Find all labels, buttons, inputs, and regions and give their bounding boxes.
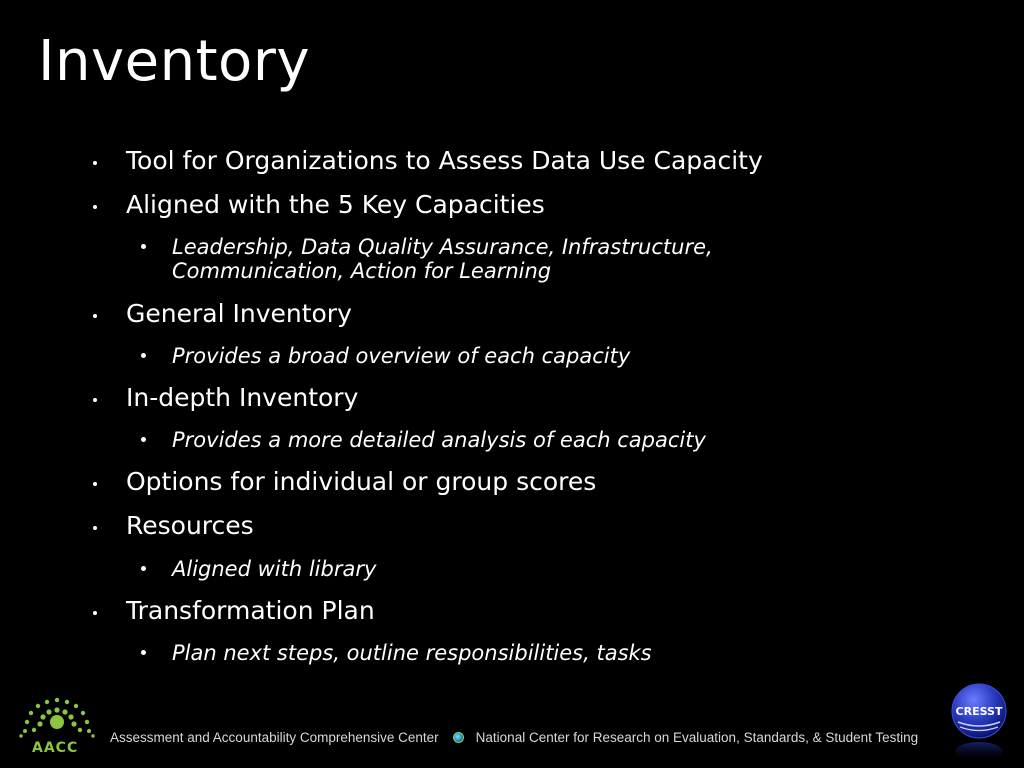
bullet-item: Resources [126, 511, 254, 540]
sub-bullet-marker [141, 244, 146, 249]
bullet-marker [93, 482, 97, 486]
bullet-item: Options for individual or group scores [126, 467, 597, 496]
bullet-item: Aligned with the 5 Key Capacities [126, 190, 545, 219]
cresst-logo-icon [950, 682, 1010, 766]
bullet-item: Transformation Plan [126, 596, 375, 625]
sub-bullet-item: Leadership, Data Quality Assurance, Infrastructure, [172, 235, 713, 259]
bullet-marker [93, 161, 97, 165]
aacc-name: Assessment and Accountability Comprehensive Center [110, 730, 439, 745]
sub-bullet-item: Provides a more detailed analysis of each capacity [172, 428, 706, 452]
sub-bullet-item: Aligned with library [172, 557, 377, 581]
bullet-marker [93, 398, 97, 402]
bullet-item: In-depth Inventory [126, 383, 359, 412]
sub-bullet-marker [141, 566, 146, 571]
bullet-marker [93, 611, 97, 615]
sub-bullet-item: Provides a broad overview of each capacity [172, 344, 631, 368]
cresst-name: National Center for Research on Evaluation, Standards, & Student Testing [475, 730, 919, 745]
svg-text:CRESST: CRESST [955, 705, 1003, 718]
footer-credits [110, 730, 918, 745]
slide-title: Inventory [38, 29, 310, 94]
bullet-item: Tool for Organizations to Assess Data Use Capacity [126, 146, 763, 175]
sub-bullet-item: Plan next steps, outline responsibilities, tasks [172, 641, 652, 665]
bullet-item: General Inventory [126, 299, 352, 328]
footer-bar [0, 680, 1024, 768]
sub-bullet-marker [141, 650, 146, 655]
sub-bullet-item-continuation: Communication, Action for Learning [172, 259, 552, 283]
separator-dot-icon [453, 732, 464, 743]
sub-bullet-marker [141, 353, 146, 358]
bullet-marker [93, 205, 97, 209]
aacc-label: AACC [32, 740, 79, 756]
sub-bullet-marker [141, 437, 146, 442]
bullet-marker [93, 314, 97, 318]
bullet-marker [93, 526, 97, 530]
